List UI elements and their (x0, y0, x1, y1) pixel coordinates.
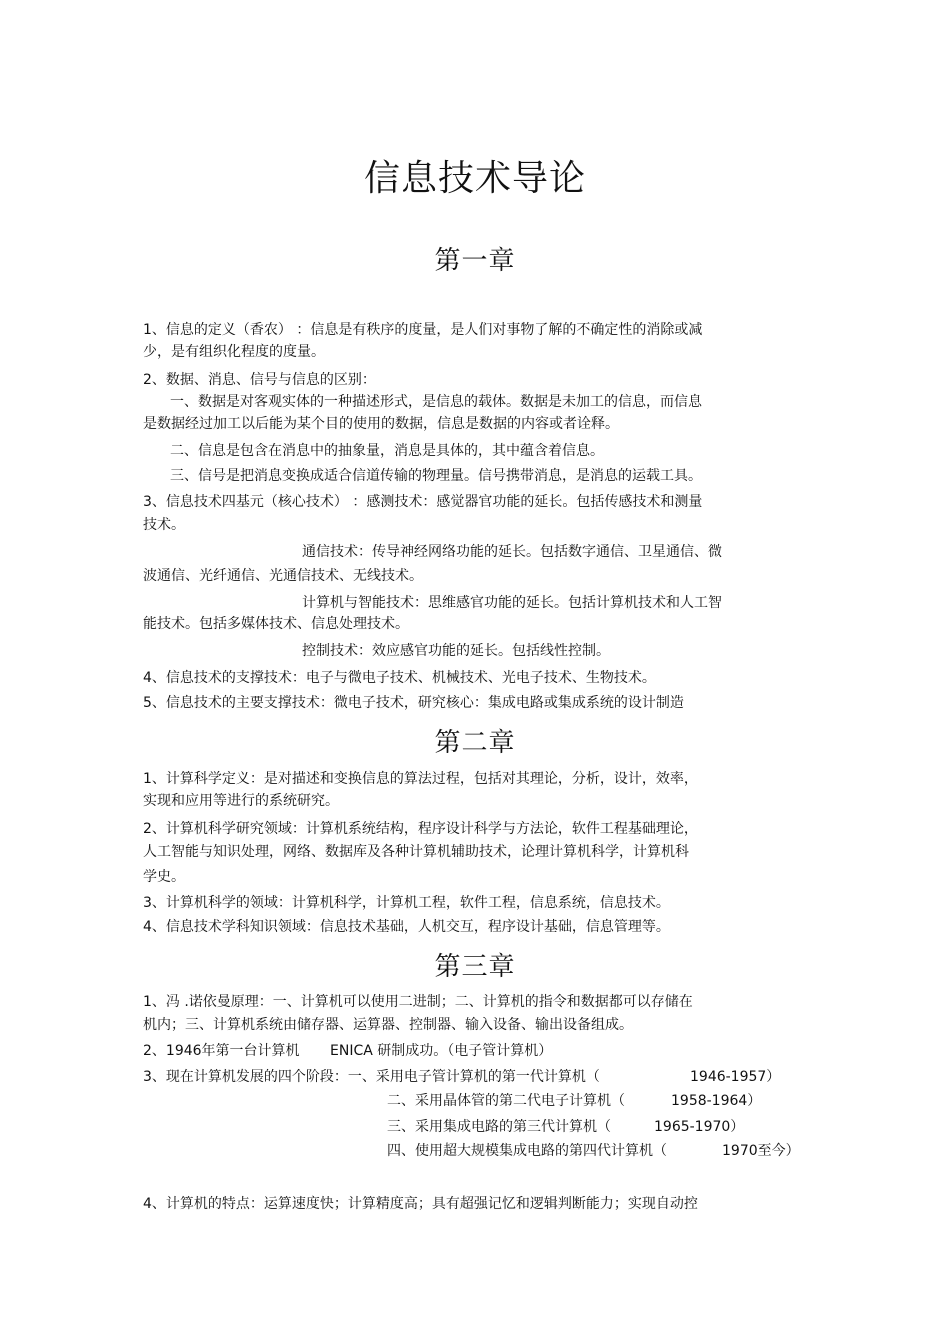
ch3-line-3b: ENICA 研制成功。（电子管计算机） (330, 1043, 553, 1059)
ch1-line-1: 1、信息的定义（香农） ：信息是有秩序的度量，是人们对事物了解的不确定性的消除或减 (143, 322, 703, 338)
ch2-line-2: 实现和应用等进行的系统研究。 (143, 793, 339, 809)
ch1-line-4: 一、数据是对客观实体的一种描述形式，是信息的载体。数据是未加工的信息，而信息 (170, 394, 702, 410)
ch2-line-5: 学史。 (143, 869, 185, 885)
ch1-line-12: 计算机与智能技术：思维感官功能的延长。包括计算机技术和人工智 (302, 595, 722, 611)
ch2-line-7: 4、信息技术学科知识领域：信息技术基础，人机交互，程序设计基础，信息管理等。 (143, 919, 670, 935)
ch3-line-4a: 3、现在计算机发展的四个阶段：一、采用电子管计算机的第一代计算机（ (143, 1069, 600, 1085)
ch3-line-6b: 1965-1970） (654, 1119, 745, 1135)
ch3-line-1: 1、冯 .诺依曼原理：一、计算机可以使用二进制；二、计算机的指令和数据都可以存储在 (143, 994, 693, 1010)
ch3-line-6a: 三、采用集成电路的第三代计算机（ (387, 1119, 611, 1135)
chapter-2-heading: 第二章 (434, 728, 516, 758)
ch1-line-8: 3、信息技术四基元（核心技术） ：感测技术：感觉器官功能的延长。包括传感技术和测量 (143, 494, 703, 510)
ch3-line-7b: 1970至今） (722, 1143, 800, 1159)
ch2-line-3: 2、计算机科学研究领域：计算机系统结构，程序设计科学与方法论，软件工程基础理论， (143, 821, 698, 837)
ch1-line-11: 波通信、光纤通信、光通信技术、无线技术。 (143, 568, 423, 584)
ch2-line-6: 3、计算机科学的领域：计算机科学，计算机工程，软件工程，信息系统，信息技术。 (143, 895, 670, 911)
ch1-line-15: 4、信息技术的支撑技术：电子与微电子技术、机械技术、光电子技术、生物技术。 (143, 670, 656, 686)
ch1-line-5: 是数据经过加工以后能为某个目的使用的数据，信息是数据的内容或者诠释。 (143, 416, 619, 432)
ch1-line-9: 技术。 (143, 517, 185, 533)
ch2-line-4: 人工智能与知识处理，网络、数据库及各种计算机辅助技术，论理计算机科学，计算机科 (143, 844, 689, 860)
ch1-line-13: 能技术。包括多媒体技术、信息处理技术。 (143, 616, 409, 632)
ch2-line-1: 1、计算科学定义：是对描述和变换信息的算法过程，包括对其理论，分析，设计，效率， (143, 771, 698, 787)
chapter-3-heading: 第三章 (434, 952, 516, 982)
ch3-line-5a: 二、采用晶体管的第二代电子计算机（ (387, 1093, 625, 1109)
ch3-line-3a: 2、1946年第一台计算机 (143, 1043, 300, 1059)
ch3-line-7a: 四、使用超大规模集成电路的第四代计算机（ (387, 1143, 667, 1159)
ch1-line-6: 二、信息是包含在消息中的抽象量，消息是具体的，其中蕴含着信息。 (170, 443, 604, 459)
ch1-line-2: 少，是有组织化程度的度量。 (143, 344, 325, 360)
ch1-line-7: 三、信号是把消息变换成适合信道传输的物理量。信号携带消息，是消息的运载工具。 (170, 468, 702, 484)
ch3-line-8: 4、计算机的特点：运算速度快；计算精度高；具有超强记忆和逻辑判断能力；实现自动控 (143, 1196, 698, 1212)
ch3-line-2: 机内；三、计算机系统由储存器、运算器、控制器、输入设备、输出设备组成。 (143, 1017, 633, 1033)
ch3-line-4b: 1946-1957） (690, 1069, 781, 1085)
ch1-line-16: 5、信息技术的主要支撑技术：微电子技术，研究核心：集成电路或集成系统的设计制造 (143, 695, 684, 711)
ch1-line-10: 通信技术：传导神经网络功能的延长。包括数字通信、卫星通信、微 (302, 544, 722, 560)
ch1-line-3: 2、数据、消息、信号与信息的区别： (143, 372, 376, 388)
ch3-line-5b: 1958-1964） (671, 1093, 762, 1109)
chapter-1-heading: 第一章 (434, 246, 516, 276)
document-title: 信息技术导论 (363, 158, 586, 199)
ch1-line-14: 控制技术：效应感官功能的延长。包括线性控制。 (302, 643, 610, 659)
